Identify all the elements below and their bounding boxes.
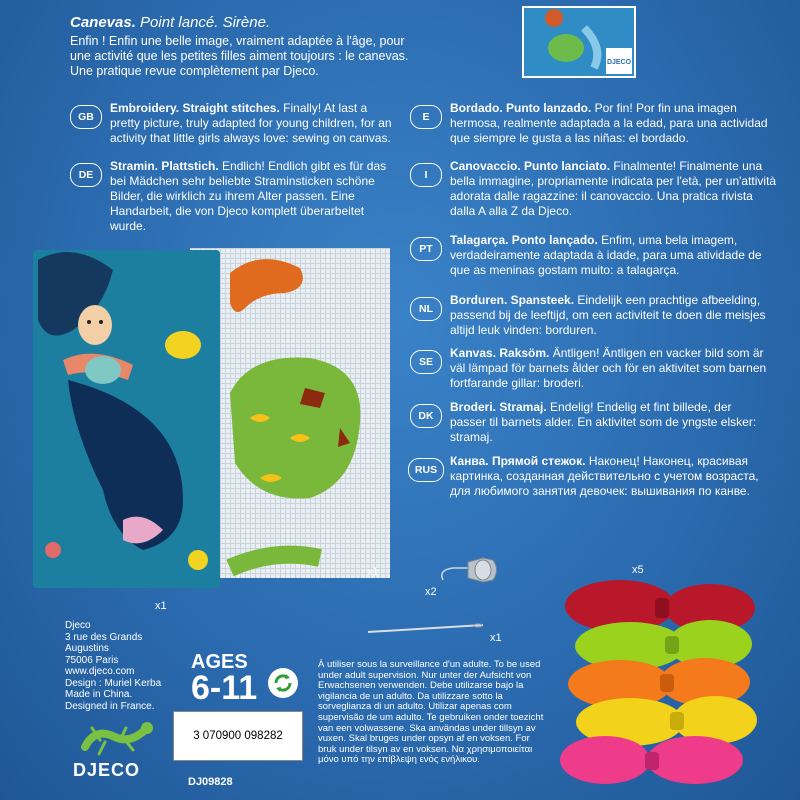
lang-block-de — [110, 159, 400, 234]
lang-title-pt: Talagarça. Ponto lançado. — [450, 233, 598, 247]
lang-title-i: Canovaccio. Punto lanciato. — [450, 159, 611, 173]
product-thumbnail — [522, 6, 636, 78]
intro-title-main: Canevas. — [70, 14, 136, 31]
company-line: 75006 Paris — [65, 654, 119, 666]
barcode: 3 070900 098282 — [173, 711, 303, 761]
reference-code: DJ09828 — [188, 776, 233, 788]
company-line: www.djeco.com — [65, 666, 135, 677]
lang-title-rus: Канва. Прямой стежок. — [450, 454, 586, 468]
lang-title-se: Kanvas. Raksöm. — [450, 346, 550, 360]
lang-text-de: Endlich! Endlich gibt es für das bei Mädchen sehr beliebte Straminsticken schöne Bilder, die wirklich zu ihrem Alter passen. Eine Handarbeit, die von Djeco komplett überarbeitet wurde. — [110, 159, 387, 233]
lang-block-se — [450, 346, 780, 391]
company-line: Design : Muriel Kerba — [65, 677, 162, 689]
djeco-logo — [65, 712, 165, 782]
lang-text-se: Äntligen! Äntligen en vacker bild som är väl lämpad för barnets ålder och för en aktivitet som barnen fortfarande gillar: broderi. — [450, 346, 767, 390]
logo-text: DJECO — [73, 760, 141, 780]
lang-badge-se: SE — [410, 350, 442, 374]
lang-title-dk: Broderi. Stramaj. — [450, 400, 547, 414]
card-quantity: x1 — [155, 600, 167, 612]
company-line: 3 rue des Grands Augustins — [65, 631, 143, 654]
ages-range: 6-11 — [191, 669, 258, 707]
lang-block-gb — [110, 101, 400, 146]
company-line: Designed in France. — [65, 700, 155, 712]
lang-text-e: Por fin! Por fin una imagen hermosa, realmente adaptada a la edad, para una actividad que siempre le gusta a las niñas: el bordado. — [450, 101, 768, 145]
stitched-canvas — [190, 248, 390, 578]
safety-warning: À utiliser sous la surveillance d'un adulte. To be used under adult supervision. Nur unter der Aufsicht von Erwachsenen verwenden. Debe utilizarse bajo la vigilancia de un adulto. Da utilizzare sotto la sorveglianza di un adulto. Utilizar apenas com supervisão de um adulto. Te gebruiken onder toezicht van een volwassene. Ska användas under tillsyn av vuxen. Skal bruges under opsyn af en voksen. For bruk under tilsyn av en voksen. Να χρησιμοποιείται μόνο υπό την επίβλεψη ενός ενήλικου. — [318, 659, 544, 766]
lang-title-de: Stramin. Plattstich. — [110, 159, 219, 173]
intro-title — [70, 14, 270, 31]
lang-text-dk: Endelig! Endelig et fint billede, der passer til barnets alder. En aktivitet som de yngste elsker: stramaj. — [450, 400, 757, 444]
intro-subtitle: Point lancé. Sirène. — [140, 14, 271, 31]
lang-badge-de: DE — [70, 163, 102, 187]
intro-text: Enfin ! Enfin une belle image, vraiment adaptée à l'âge, pour une activité que les petites filles aiment toujours : le canevas. Une pratique revue complètement par Djeco. — [70, 34, 409, 78]
company-line: Djeco — [65, 620, 91, 631]
canvas-quantity: x1 — [367, 566, 379, 578]
lang-badge-e: E — [410, 105, 442, 129]
recycle-icon — [268, 668, 298, 698]
lang-text-pt: Enfim, uma bela imagem, verdadeiramente adaptada à idade, para uma atividade de que as meninas gostam muito: a talagarça. — [450, 233, 762, 277]
yarn-bundles — [560, 578, 760, 793]
lang-block-dk — [450, 400, 770, 445]
company-line: Made in China. — [65, 689, 133, 700]
lang-title-nl: Borduren. Spansteek. — [450, 293, 575, 307]
company-info — [65, 620, 175, 712]
lang-badge-i: I — [410, 163, 442, 187]
lang-badge-pt: PT — [410, 237, 442, 261]
lang-title-gb: Embroidery. Straight stitches. — [110, 101, 280, 115]
yarn-quantity: x5 — [632, 564, 644, 576]
ages-label: AGES — [191, 651, 248, 673]
lang-block-nl — [450, 293, 770, 338]
lang-block-i — [450, 159, 780, 219]
threader-quantity: x2 — [425, 586, 437, 598]
needle-quantity: x1 — [490, 632, 502, 644]
mermaid-card — [33, 250, 220, 588]
lang-badge-rus: RUS — [408, 458, 444, 482]
needle — [368, 622, 488, 641]
lang-block-e — [450, 101, 780, 146]
needle-threader — [438, 550, 528, 595]
lang-block-rus — [450, 454, 770, 499]
lang-text-rus: Наконец! Наконец, красивая картинка, созданная действительно с учетом возраста, для любимого занятия девочек: вышивания по канве. — [450, 454, 759, 498]
lang-text-gb: Finally! At last a pretty picture, truly adapted for young children, for an activity that little girls always love: sewing on canvas. — [110, 101, 392, 145]
lang-text-nl: Eindelijk een prachtige afbeelding, passend bij de leeftijd, om een activiteit te doen die meisjes altijd leuk vinden: borduren. — [450, 293, 766, 337]
lang-badge-gb: GB — [70, 105, 102, 129]
lang-title-e: Bordado. Punto lanzado. — [450, 101, 592, 115]
lang-badge-nl: NL — [410, 297, 442, 321]
lang-badge-dk: DK — [410, 404, 442, 428]
svg-text:DJECO: DJECO — [606, 59, 632, 66]
lang-text-i: Finalmente! Finalmente una bella immagine, propriamente indicata per l'età, per un'attività adorata dalle ragazzine: il canovaccio. Una pratica rivista dalla A alla Z da Djeco. — [450, 159, 777, 218]
lang-block-pt — [450, 233, 780, 278]
